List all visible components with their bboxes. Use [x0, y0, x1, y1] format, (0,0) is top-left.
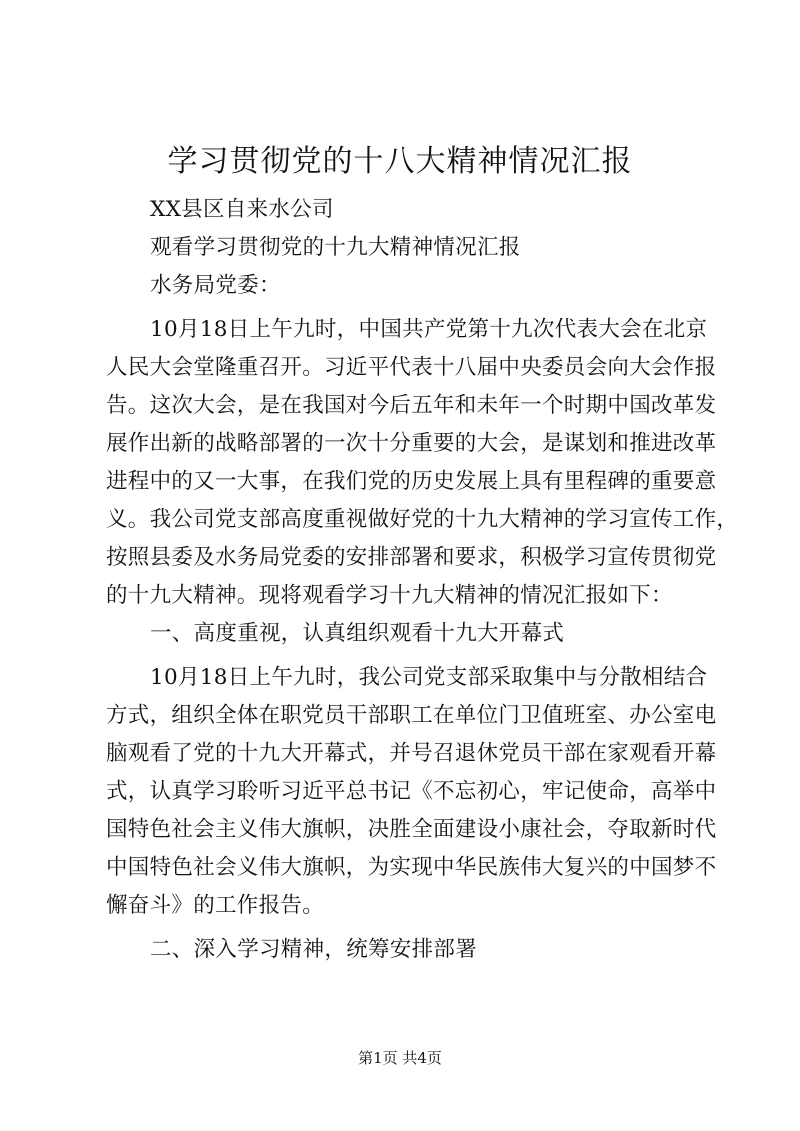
- paragraph-line: 进程中的又一大事，在我们党的历史发展上具有里程碑的重要意: [106, 469, 717, 494]
- paragraph-line: 按照县委及水务局党委的安排部署和要求，积极学习宣传贯彻党: [106, 545, 717, 570]
- paragraph-line: 国特色社会主义伟大旗帜，决胜全面建设小康社会，夺取新时代: [106, 817, 717, 842]
- report-subtitle-line: 观看学习贯彻党的十九大精神情况汇报: [150, 235, 521, 260]
- paragraph-line: 告。这次大会，是在我国对今后五年和未年一个时期中国改革发: [106, 393, 717, 418]
- addressee-line: 水务局党委：: [150, 273, 281, 298]
- page-number-footer: 第1页 共4页: [358, 1049, 442, 1067]
- paragraph-line: 的十九大精神。现将观看学习十九大精神的情况汇报如下：: [106, 583, 673, 608]
- org-name-line: XX县区自来水公司: [150, 197, 334, 222]
- paragraph-line: 人民大会堂隆重召开。习近平代表十八届中央委员会向大会作报: [106, 355, 717, 380]
- paragraph-line: 中国特色社会义伟大旗帜，为实现中华民族伟大复兴的中国梦不: [106, 855, 717, 880]
- paragraph-line: 展作出新的战略部署的一次十分重要的大会，是谋划和推进改革: [106, 431, 717, 456]
- paragraph-line: 脑观看了党的十九大开幕式，并号召退休党员干部在家观看开幕: [106, 741, 717, 766]
- paragraph-line: 10月18日上午九时，中国共产党第十九次代表大会在北京: [150, 317, 708, 342]
- paragraph-line: 10月18日上午九时，我公司党支部采取集中与分散相结合: [150, 665, 708, 690]
- section-heading-1: 一、高度重视，认真组织观看十九大开幕式: [150, 621, 565, 646]
- paragraph-line: 义。我公司党支部高度重视做好党的十九大精神的学习宣传工作，: [106, 507, 739, 532]
- paragraph-line: 式，认真学习聆听习近平总书记《不忘初心，牢记使命，高举中: [106, 779, 717, 804]
- document-title: 学习贯彻党的十八大精神情况汇报: [167, 144, 633, 179]
- paragraph-line: 方式，组织全体在职党员干部职工在单位门卫值班室、办公室电: [106, 703, 717, 728]
- section-heading-2: 二、深入学习精神，统筹安排部署: [150, 937, 478, 962]
- paragraph-line: 懈奋斗》的工作报告。: [106, 893, 325, 918]
